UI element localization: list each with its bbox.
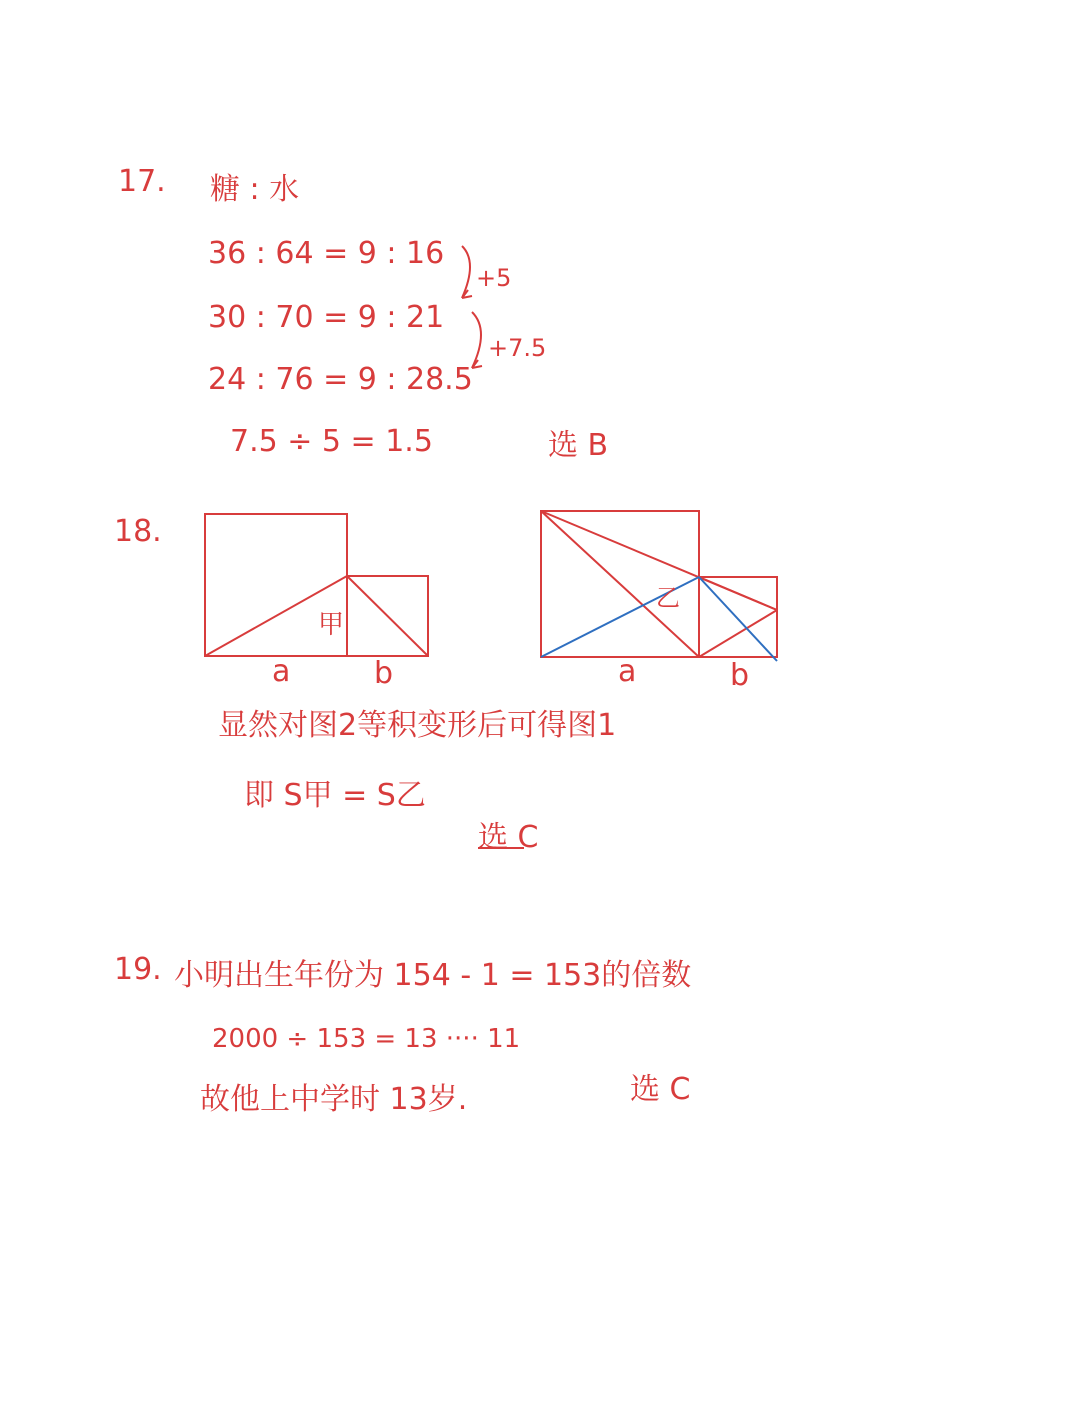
q17-line-2: 30 : 70 = 9 : 21 <box>208 300 445 335</box>
q19-line-2: 2000 ÷ 153 = 13 ···· 11 <box>212 1024 521 1054</box>
q18-equation: 即 S甲 = S乙 <box>244 778 426 813</box>
q18-explain: 显然对图2等积变形后可得图1 <box>218 708 617 743</box>
q18-fig2-b: b <box>730 658 750 693</box>
q18-label-yi: 乙 <box>656 584 680 612</box>
q17-arrow-1 <box>462 246 472 298</box>
fig2-line-c <box>699 577 777 610</box>
q19-line-1: 小明出生年份为 154 - 1 = 153的倍数 <box>174 958 692 993</box>
q17-number: 17. <box>118 164 166 199</box>
q18-label-jia: 甲 <box>318 610 345 640</box>
q17-note-2: +7.5 <box>488 334 547 362</box>
q18-fig1-a: a <box>272 654 291 689</box>
q17-line-3: 24 : 76 = 9 : 28.5 <box>208 362 473 397</box>
q18-number: 18. <box>114 514 162 549</box>
q17-note-1: +5 <box>476 264 512 292</box>
fig1-line-2 <box>347 576 428 656</box>
q17-header: 糖 : 水 <box>210 172 300 207</box>
q17-calc: 7.5 ÷ 5 = 1.5 <box>230 424 433 459</box>
q18-fig1-b: b <box>374 656 394 691</box>
fig2-line-b <box>699 610 777 657</box>
fig2-blue-line-2 <box>699 577 777 661</box>
q19-answer: 选 C <box>630 1072 691 1107</box>
q18-fig2-a: a <box>618 654 637 689</box>
q17-answer: 选 B <box>548 428 609 463</box>
q17-line-1: 36 : 64 = 9 : 16 <box>208 236 445 271</box>
q18-answer: 选 C <box>478 820 539 855</box>
q19-line-3: 故他上中学时 13岁. <box>200 1082 468 1117</box>
figure-1 <box>205 514 428 656</box>
q17-arrow-2 <box>472 312 482 368</box>
q19-number: 19. <box>114 952 162 987</box>
